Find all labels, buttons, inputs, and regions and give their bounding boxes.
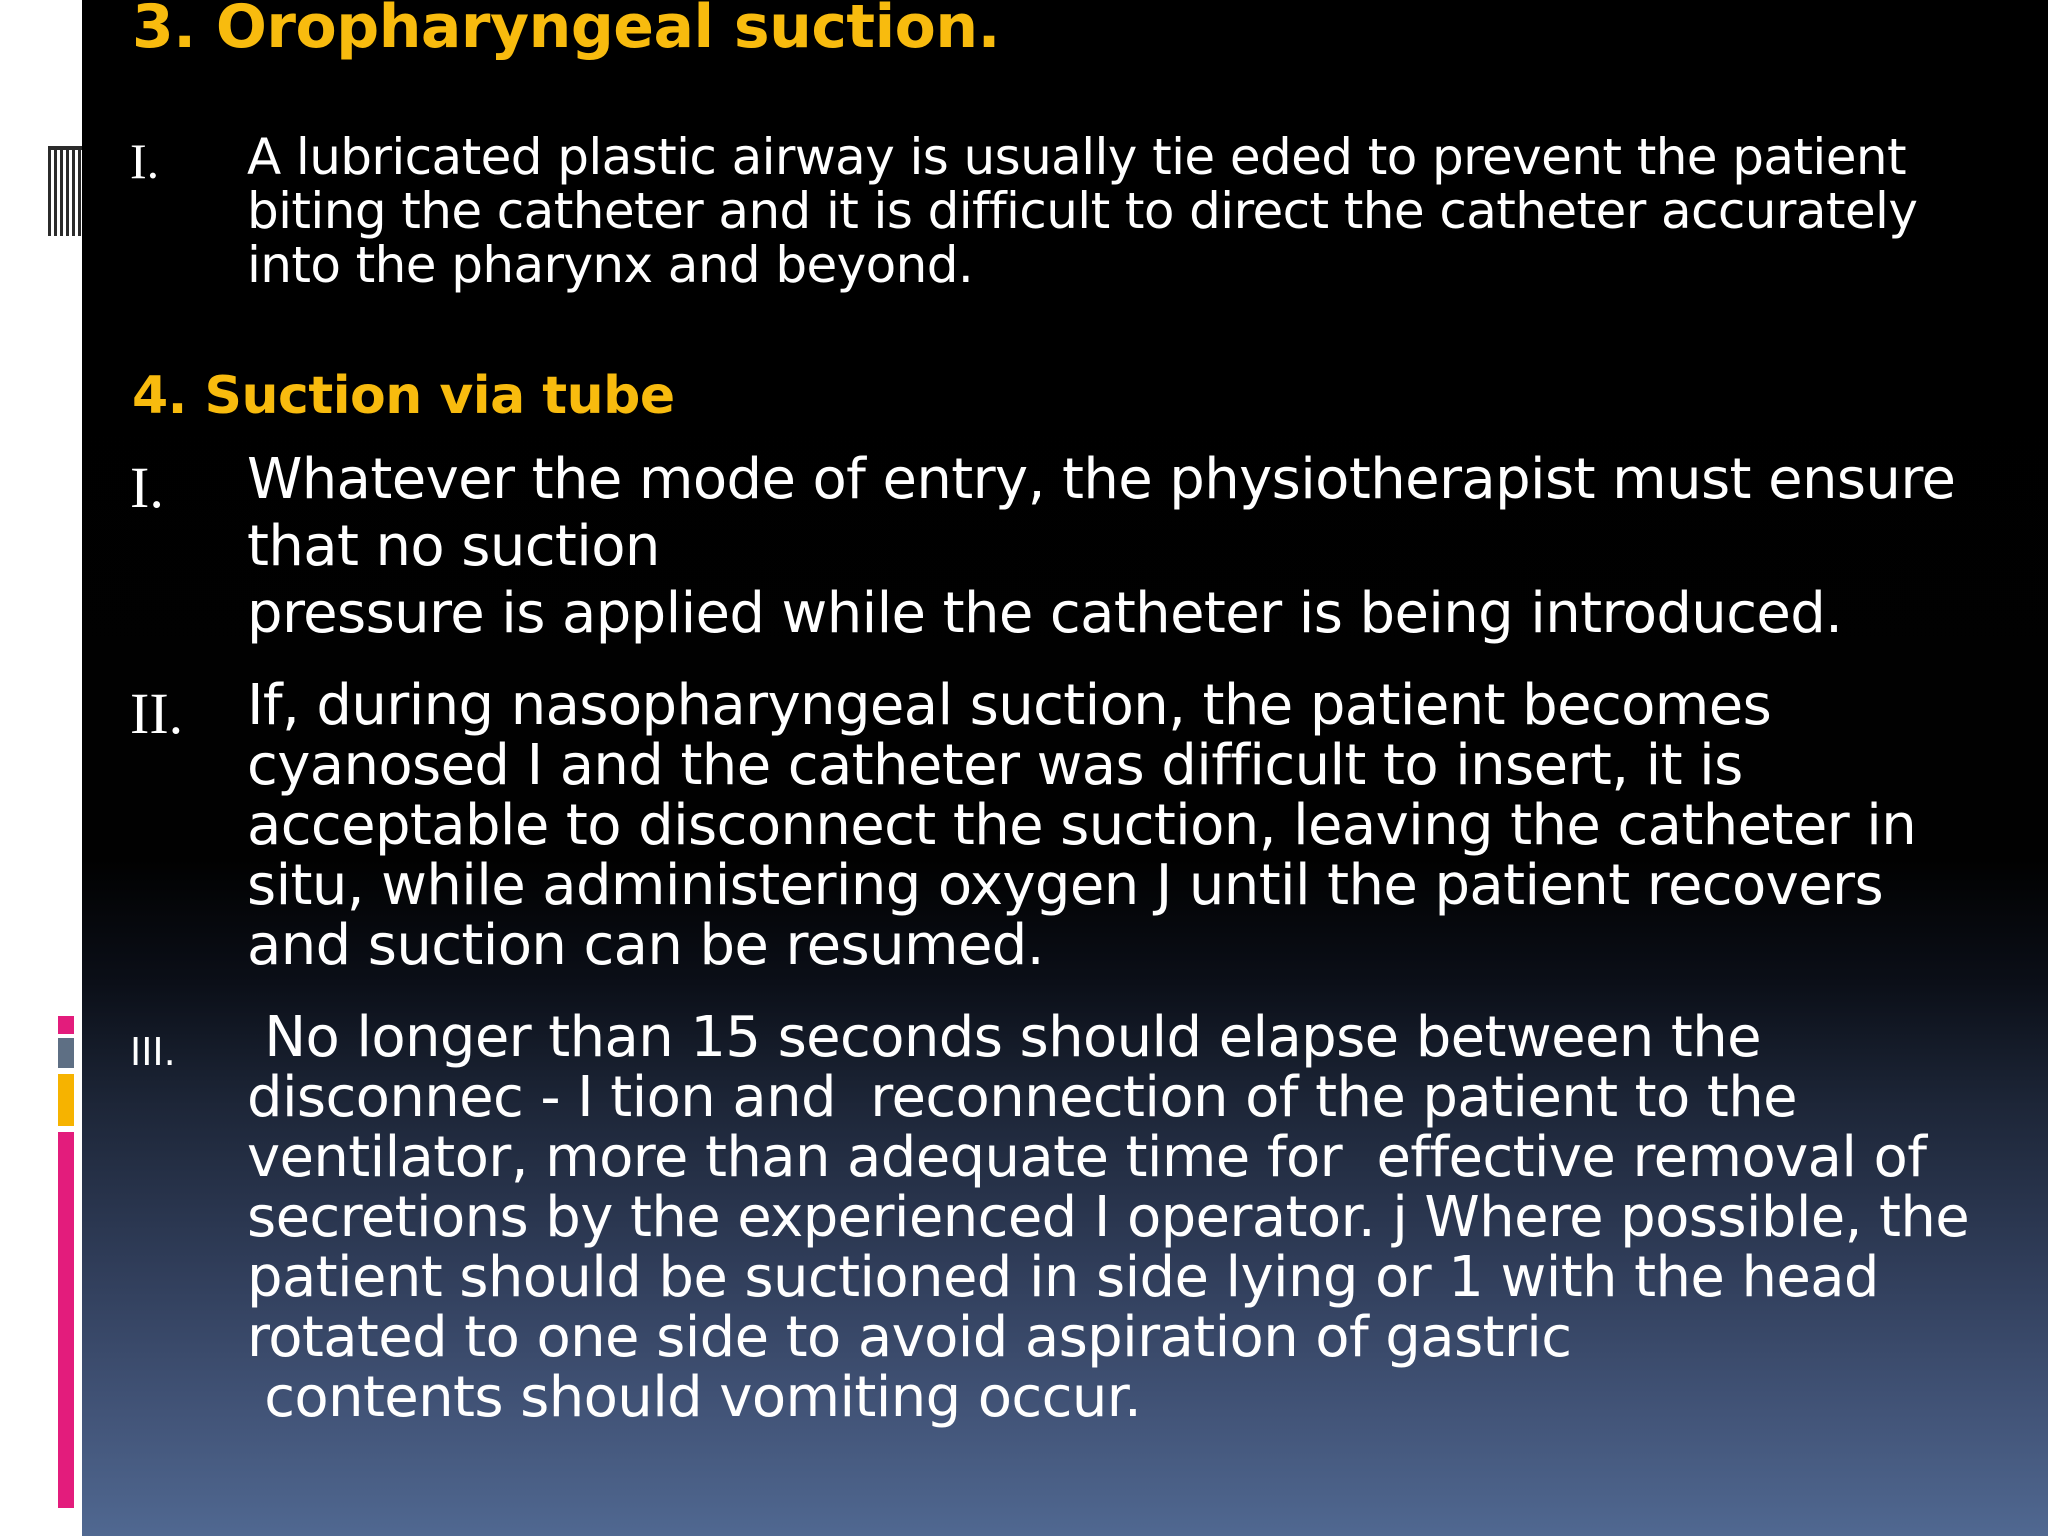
section-3-heading: 3. Oropharyngeal suction. [132, 0, 1000, 62]
text-line: biting the catheter and it is difficult to direct the catheter accurately [247, 182, 1918, 240]
text-line: secretions by the experienced I operator. j Where possible, the [247, 1185, 1970, 1250]
left-margin-strip [0, 0, 82, 1536]
list-item-text [247, 130, 1917, 292]
text-line: If, during nasopharyngeal suction, the patient becomes [247, 673, 1772, 738]
pink-accent-square [58, 1016, 74, 1034]
text-line: rotated to one side to avoid aspiration of gastric [247, 1305, 1572, 1370]
text-line: patient should be suctioned in side lying or 1 with the head [247, 1245, 1879, 1310]
list-numeral: III. [130, 1030, 176, 1074]
list-item-text [247, 1005, 1970, 1430]
text-line: contents should vomiting occur. [247, 1365, 1142, 1430]
list-numeral: II. [130, 681, 184, 746]
list-item-text [247, 673, 1917, 978]
text-line: disconnec - I tion and reconnection of the patient to the [247, 1065, 1797, 1130]
text-line: No longer than 15 seconds should elapse between the [247, 1005, 1761, 1070]
gold-accent-block [58, 1074, 74, 1126]
text-line: A lubricated plastic airway is usually tie eded to prevent the patient [247, 128, 1906, 186]
text-line: Whatever the mode of entry, the physiotherapist must ensure [247, 447, 1956, 512]
list-numeral: I. [130, 455, 164, 520]
text-line: cyanosed I and the catheter was difficult to insert, it is [247, 733, 1743, 798]
grey-accent-block [58, 1038, 74, 1068]
text-line: acceptable to disconnect the suction, leaving the catheter in [247, 793, 1917, 858]
text-line: situ, while administering oxygen J until the patient recovers [247, 853, 1884, 918]
list-numeral: I. [130, 133, 160, 189]
text-line: pressure is applied while the catheter is being introduced. [247, 581, 1843, 646]
barcode-stripes-decoration [48, 150, 82, 236]
pink-accent-bar [58, 1132, 74, 1508]
text-line: ventilator, more than adequate time for effective removal of [247, 1125, 1927, 1190]
text-line: that no suction [247, 514, 660, 579]
text-line: into the pharynx and beyond. [247, 236, 974, 294]
text-line: and suction can be resumed. [247, 913, 1044, 978]
section-4-heading: 4. Suction via tube [132, 366, 675, 426]
list-item-text [247, 446, 1955, 647]
